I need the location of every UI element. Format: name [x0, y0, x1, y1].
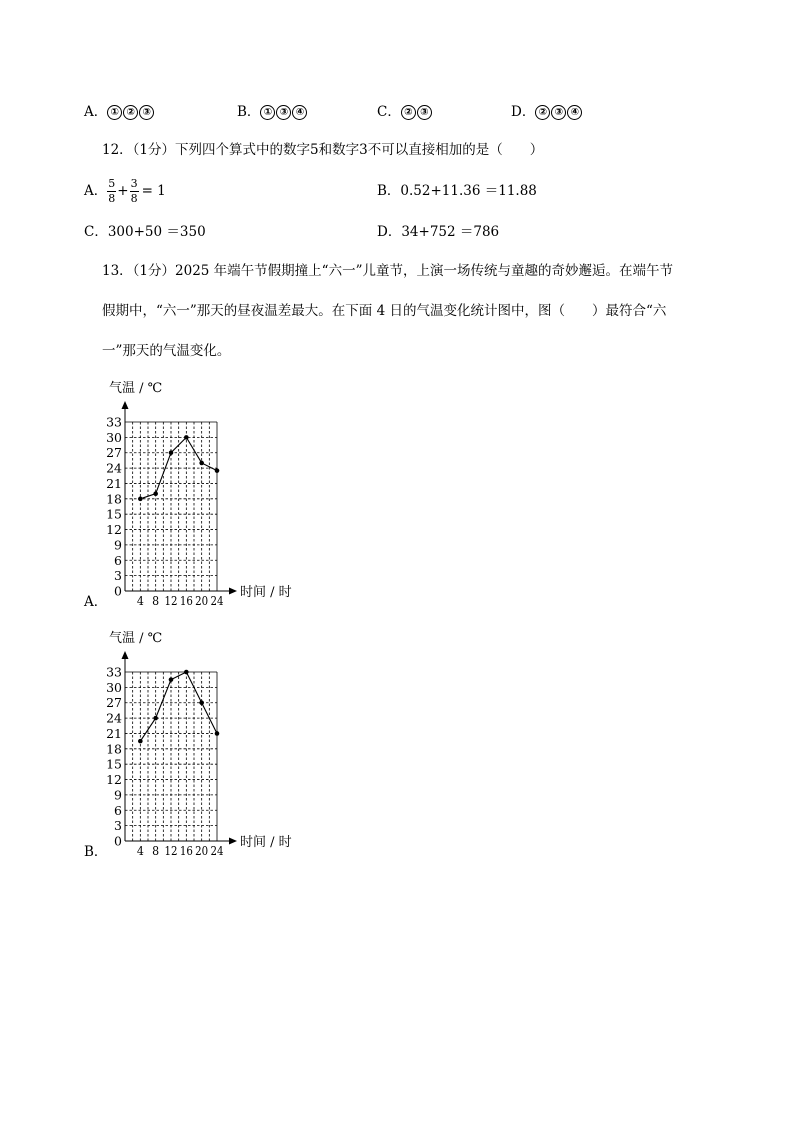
data-point: [138, 739, 143, 744]
x-axis-label: 时间 / 时: [240, 835, 292, 850]
y-tick-label: 3: [114, 818, 122, 834]
y-tick-label: 6: [114, 802, 122, 818]
x-tick-label: 8: [152, 593, 160, 608]
circled-number: ③: [139, 105, 154, 120]
q12-option-d[interactable]: [377, 226, 499, 240]
y-tick-label: 15: [106, 756, 122, 772]
q12-option-c[interactable]: [84, 226, 206, 240]
q13-stem-line2: 假期中，“六一”那天的昼夜温差最大。在下面 4 日的气温变化统计图中，图（ ）最符合“六: [102, 303, 667, 319]
y-axis-arrow: [122, 401, 129, 409]
circled-number: ①: [260, 105, 275, 120]
x-tick-label: 24: [210, 593, 224, 608]
q12-stem: 12．（1分）下列四个算式中的数字5和数字3不可以直接相加的是（ ）: [102, 142, 544, 158]
data-point: [153, 491, 158, 496]
x-axis-label: 时间 / 时: [240, 585, 292, 600]
q11-option-b[interactable]: [237, 105, 308, 120]
q11-option-c[interactable]: [377, 105, 433, 120]
y-axis-label: 气温 / ℃: [109, 631, 163, 646]
x-tick-label: 20: [195, 843, 209, 858]
x-tick-label: 8: [152, 843, 160, 858]
y-tick-label: 18: [106, 741, 122, 757]
x-tick-label: 12: [164, 843, 178, 858]
y-axis-arrow: [122, 651, 129, 659]
y-tick-label: 27: [106, 445, 122, 461]
circled-number: ①: [107, 105, 122, 120]
option-letter: B．: [377, 183, 401, 199]
denominator: 8: [130, 192, 138, 206]
circled-number: ③: [417, 105, 432, 120]
x-tick-label: 20: [195, 593, 209, 608]
y-tick-label: 21: [106, 475, 122, 491]
y-tick-label: 27: [106, 695, 122, 711]
x-axis-arrow: [229, 838, 237, 845]
option-letter: C．: [377, 104, 401, 120]
circled-number: ④: [567, 105, 582, 120]
y-tick-label: 24: [106, 710, 122, 726]
data-point: [199, 461, 204, 466]
fraction: [130, 178, 139, 205]
denominator: 8: [108, 192, 116, 206]
numerator: 5: [107, 178, 116, 192]
x-axis-arrow: [229, 588, 237, 595]
equation-text: 34+752 ＝786: [401, 224, 500, 240]
q13-stem-line1: 13．（1分）2025 年端午节假期撞上“六一”儿童节，上演一场传统与童趣的奇妙邂逅。在端午节: [102, 263, 673, 279]
x-tick-label: 12: [164, 593, 178, 608]
circled-number: ④: [292, 105, 307, 120]
x-tick-label: 24: [210, 843, 224, 858]
y-tick-label: 30: [106, 429, 122, 445]
y-tick-label: 24: [106, 460, 122, 476]
y-tick-label: 15: [106, 506, 122, 522]
equation-result: = 1: [141, 182, 166, 199]
option-letter: A．: [84, 182, 108, 199]
x-tick-label: 16: [179, 593, 193, 608]
x-tick-label: 16: [179, 843, 193, 858]
data-point: [199, 700, 204, 705]
fraction: [107, 178, 116, 205]
data-point: [184, 670, 189, 675]
y-tick-label: 3: [114, 568, 122, 584]
y-tick-label: 33: [106, 664, 122, 680]
y-tick-label: 30: [106, 679, 122, 695]
q11-option-a[interactable]: [84, 105, 155, 120]
x-tick-label: 4: [136, 843, 144, 858]
data-point: [184, 435, 189, 440]
y-tick-label: 21: [106, 725, 122, 741]
y-tick-label: 9: [114, 537, 122, 553]
y-tick-label: 0: [114, 833, 122, 849]
y-axis-label: 气温 / ℃: [109, 381, 163, 396]
option-a-label: A．: [84, 594, 108, 610]
y-tick-label: 12: [106, 522, 122, 538]
chart-a-svg: [84, 375, 324, 615]
equation-text: 300+50 ＝350: [107, 224, 206, 240]
chart-option-b[interactable]: [84, 625, 324, 865]
data-point: [153, 716, 158, 721]
y-tick-label: 18: [106, 491, 122, 507]
circled-number: ②: [401, 105, 416, 120]
plus-sign: +: [117, 182, 129, 199]
data-point: [215, 468, 220, 473]
data-point: [138, 497, 143, 502]
numerator: 3: [130, 178, 139, 192]
chart-b-svg: [84, 625, 324, 865]
chart-option-a[interactable]: [84, 375, 324, 615]
q12-option-b[interactable]: [377, 185, 537, 199]
q13-stem-line3: 一”那天的气温变化。: [102, 343, 231, 359]
option-letter: A．: [84, 104, 108, 120]
option-letter: D．: [377, 224, 402, 240]
option-letter: D．: [511, 104, 536, 120]
y-tick-label: 0: [114, 583, 122, 599]
option-letter: C．: [84, 224, 108, 240]
option-b-label: B．: [84, 844, 108, 860]
q12-option-a[interactable]: [84, 178, 166, 205]
data-point: [169, 450, 174, 455]
circled-number: ②: [123, 105, 138, 120]
data-point: [215, 731, 220, 736]
q11-option-d[interactable]: [511, 105, 583, 120]
circled-number: ③: [551, 105, 566, 120]
data-point: [169, 677, 174, 682]
equation-text: 0.52+11.36 ＝11.88: [400, 183, 537, 199]
y-tick-label: 12: [106, 772, 122, 788]
option-letter: B．: [237, 104, 261, 120]
y-tick-label: 33: [106, 414, 122, 430]
y-tick-label: 9: [114, 787, 122, 803]
circled-number: ③: [276, 105, 291, 120]
y-tick-label: 6: [114, 552, 122, 568]
x-tick-label: 4: [136, 593, 144, 608]
circled-number: ②: [535, 105, 550, 120]
